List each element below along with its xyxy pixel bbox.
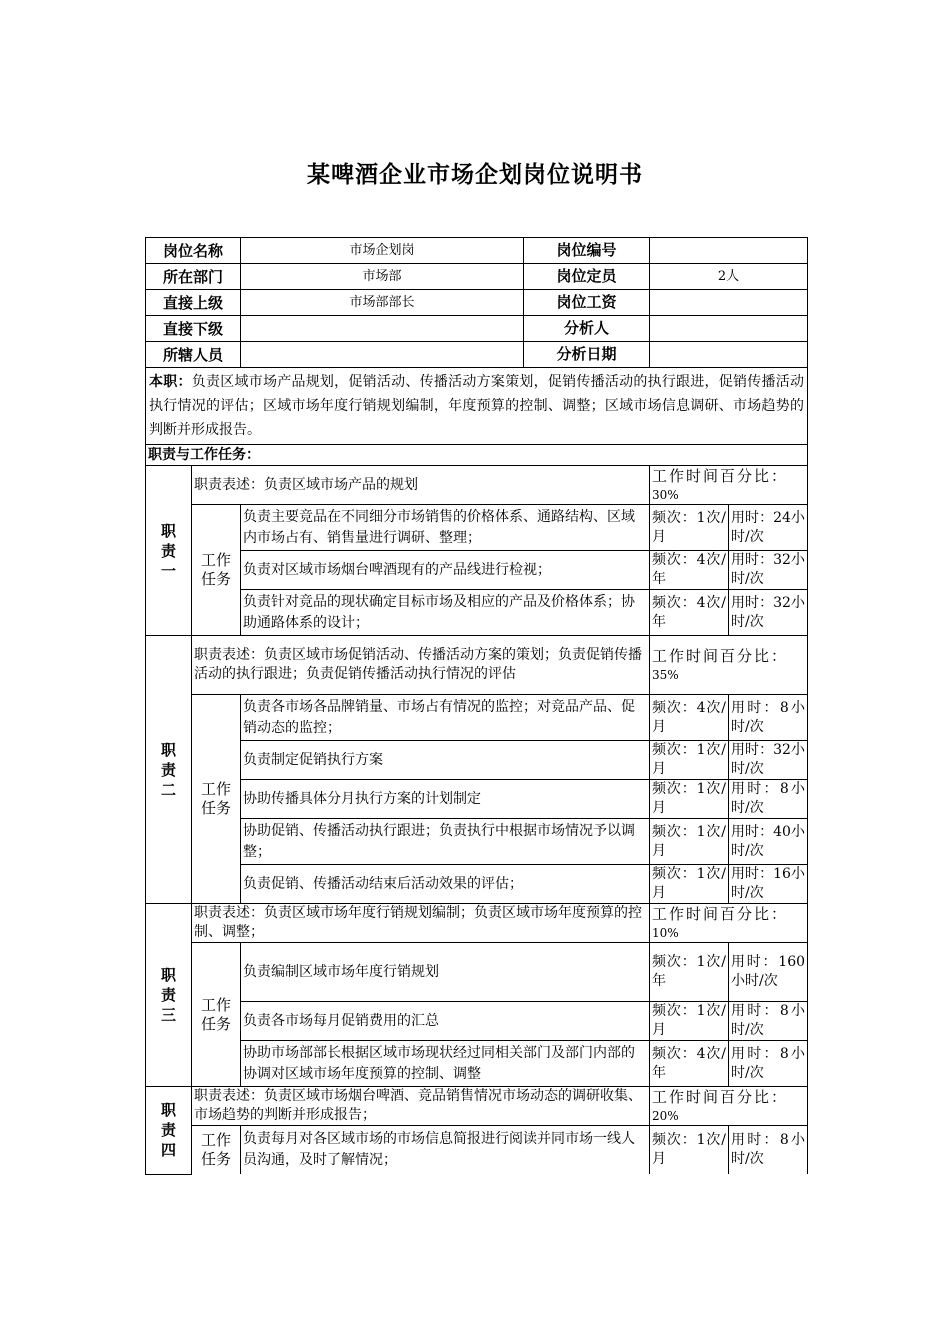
subordinate-value: [241, 316, 524, 341]
task-text: 协助促销、传播活动执行跟进；负责执行中根据市场情况予以调整；: [241, 819, 650, 865]
task-row: [146, 819, 808, 865]
task-text: 协助市场部部长根据区域市场现状经过同相关部门及部门内部的协调对区域市场年度预算的控制、调整: [241, 1041, 650, 1087]
duty-row: [146, 368, 808, 445]
subordinate-cell: [241, 316, 650, 342]
duty-label: 本职：: [149, 374, 192, 390]
superior-cell: [241, 290, 650, 316]
duty-label-char: 职: [160, 740, 176, 759]
task-frequency: 频次：4次/年: [650, 551, 729, 590]
duty-desc-row: [146, 466, 808, 505]
task-frequency: 频次：1次/月: [650, 780, 729, 819]
post-name-value: 市场企划岗: [241, 238, 524, 263]
task-frequency: 频次：1次/月: [650, 1002, 729, 1041]
duty-desc-row: [146, 904, 808, 943]
duty-2-pct: [650, 636, 808, 695]
task-text: 负责编制区域市场年度行销规划: [241, 943, 650, 1002]
pct-label: 工作时间百分比：: [652, 646, 789, 665]
task-frequency: 频次：4次/年: [650, 590, 729, 636]
task-row: [146, 590, 808, 636]
task-row: [146, 695, 808, 741]
pct-label: 工作时间百分比：: [652, 1087, 789, 1106]
task-frequency: 频次：1次/月: [650, 505, 729, 551]
task-label: [192, 505, 241, 636]
task-time: 用时：40小时/次: [729, 819, 808, 865]
duty-label-char: 责: [160, 1121, 176, 1140]
superior-label: 直接上级: [146, 290, 241, 316]
task-row: [146, 551, 808, 590]
header-row: [146, 316, 808, 342]
task-row: [146, 780, 808, 819]
analyst-label: 分析人: [564, 319, 610, 337]
task-text: 协助传播具体分月执行方案的计划制定: [241, 780, 650, 819]
task-time: 用时：8小时/次: [729, 1126, 808, 1175]
header-row: [146, 238, 808, 264]
task-time: 用时：8小时/次: [729, 780, 808, 819]
task-row: [146, 865, 808, 904]
duty-1-pct: [650, 466, 808, 505]
task-label: [192, 695, 241, 904]
header-row: [146, 290, 808, 316]
task-row: [146, 1002, 808, 1041]
task-frequency: 频次：4次/年: [650, 1041, 729, 1087]
analyst-value: [650, 316, 808, 342]
task-time: 用时：160小时/次: [729, 943, 808, 1002]
section-title: 职责与工作任务：: [146, 445, 808, 466]
quota-value: 2人: [650, 264, 808, 290]
task-text: 负责针对竞品的现状确定目标市场及相应的产品及价格体系；协助通路体系的设计；: [241, 590, 650, 636]
duty-label-char: 四: [160, 1141, 176, 1160]
task-text: 负责每月对各区域市场的市场信息简报进行阅读并同市场一线人员沟通，及时了解情况；: [241, 1126, 650, 1175]
duty-label-char: 责: [160, 541, 176, 560]
task-text: 负责制定促销执行方案: [241, 741, 650, 780]
duty-1-label: [146, 466, 192, 636]
task-row: [146, 505, 808, 551]
dept-cell: [241, 264, 650, 290]
duty-label-char: 职: [160, 1101, 176, 1120]
task-time: 用时：16小时/次: [729, 865, 808, 904]
staff-cell: [241, 342, 650, 368]
post-name-label: 岗位名称: [146, 238, 241, 264]
duty-label-char: 责: [160, 760, 176, 779]
task-label-line: 任务: [201, 1014, 232, 1033]
duty-label-char: 三: [160, 1006, 176, 1024]
duty-desc-row: [146, 1087, 808, 1126]
duty-2-label: [146, 636, 192, 904]
task-text: 负责各市场各品牌销量、市场占有情况的监控；对竞品产品、促销动态的监控；: [241, 695, 650, 741]
task-text: 负责主要竞品在不同细分市场销售的价格体系、通路结构、区域内市场占有、销售量进行调研、整理；: [241, 505, 650, 551]
task-label: [192, 1126, 241, 1175]
date-value: [650, 342, 808, 368]
task-label-line: 任务: [201, 1150, 232, 1168]
task-frequency: 频次：1次/月: [650, 1126, 729, 1175]
pct-value: 30%: [652, 487, 679, 502]
task-row: [146, 1041, 808, 1087]
subordinate-label: 直接下级: [146, 316, 241, 342]
task-time: 用时：8小时/次: [729, 1002, 808, 1041]
pct-value: 35%: [652, 667, 679, 682]
job-description-table: [145, 237, 808, 1175]
task-label: [192, 943, 241, 1087]
task-row: [146, 943, 808, 1002]
task-time: 用时：32小时/次: [729, 551, 808, 590]
task-time: 用时：8小时/次: [729, 1041, 808, 1087]
duty-label-char: 责: [160, 986, 176, 1004]
duty-4-label: [146, 1087, 192, 1175]
date-label: 分析日期: [556, 345, 617, 363]
duty-1-desc: 职责表述：负责区域市场产品的规划: [192, 466, 650, 505]
task-time: 用时：24小时/次: [729, 505, 808, 551]
header-row: [146, 264, 808, 290]
post-no-value: [650, 238, 808, 264]
task-label-line: 任务: [201, 570, 232, 588]
task-frequency: 频次：1次/月: [650, 819, 729, 865]
staff-label: 所辖人员: [146, 342, 241, 368]
superior-value: 市场部部长: [241, 290, 524, 315]
task-text: 负责促销、传播活动结束后活动效果的评估；: [241, 865, 650, 904]
task-row: [146, 1126, 808, 1175]
salary-label: 岗位工资: [556, 293, 617, 311]
duty-4-desc: 职责表述：负责区域市场烟台啤酒、竞品销售情况市场动态的调研收集、市场趋势的判断并形成报告；: [192, 1087, 650, 1126]
task-frequency: 频次：4次/月: [650, 695, 729, 741]
duty-label-char: 一: [160, 561, 176, 580]
task-frequency: 频次：1次/月: [650, 865, 729, 904]
duty-2-desc: 职责表述：负责区域市场促销活动、传播活动方案的策划；负责促销传播活动的执行跟进；负责促销传播活动执行情况的评估: [192, 636, 650, 695]
pct-label: 工作时间百分比：: [652, 904, 789, 923]
duty-label-char: 职: [160, 521, 176, 540]
task-text: 负责各市场每月促销费用的汇总: [241, 1002, 650, 1041]
staff-value: [241, 342, 524, 367]
task-label-line: 任务: [201, 799, 232, 817]
post-no-label: 岗位编号: [556, 241, 617, 259]
task-label-line: 工作: [201, 995, 232, 1014]
duty-desc-row: [146, 636, 808, 695]
duty-text: 负责区域市场产品规划，促销活动、传播活动方案策划，促销传播活动的执行跟进，促销传播活动执行情况的评估；区域市场年度行销规划编制，年度预算的控制、调整；区域市场信息调研、市场趋势的判断并形成报告。: [149, 374, 805, 438]
duty-3-label: [146, 904, 192, 1087]
post-name-cell: [241, 238, 650, 264]
pct-value: 20%: [652, 1108, 679, 1123]
task-frequency: 频次：1次/年: [650, 943, 729, 1002]
dept-value: 市场部: [241, 264, 524, 289]
task-frequency: 频次：1次/月: [650, 741, 729, 780]
header-row: [146, 342, 808, 368]
duty-label-char: 职: [160, 966, 176, 984]
section-title-row: [146, 445, 808, 466]
duty-3-desc: 职责表述：负责区域市场年度行销规划编制；负责区域市场年度预算的控制、调整；: [192, 904, 650, 943]
task-label-line: 工作: [201, 551, 232, 569]
task-time: 用时：32小时/次: [729, 741, 808, 780]
task-row: [146, 741, 808, 780]
duty-label-char: 二: [160, 780, 176, 799]
dept-label: 所在部门: [146, 264, 241, 290]
duty-3-pct: [650, 904, 808, 943]
task-text: 负责对区域市场烟台啤酒现有的产品线进行检视；: [241, 551, 650, 590]
document-title: 某啤酒企业市场企划岗位说明书: [307, 162, 643, 188]
duty-summary: [146, 368, 808, 445]
pct-label: 工作时间百分比：: [652, 466, 789, 485]
task-label-line: 工作: [201, 1131, 232, 1149]
quota-label: 岗位定员: [556, 267, 617, 285]
task-time: 用时：8小时/次: [729, 695, 808, 741]
salary-value: [650, 290, 808, 316]
pct-value: 10%: [652, 925, 679, 940]
task-time: 用时：32小时/次: [729, 590, 808, 636]
duty-4-pct: [650, 1087, 808, 1126]
task-label-line: 工作: [201, 780, 232, 798]
